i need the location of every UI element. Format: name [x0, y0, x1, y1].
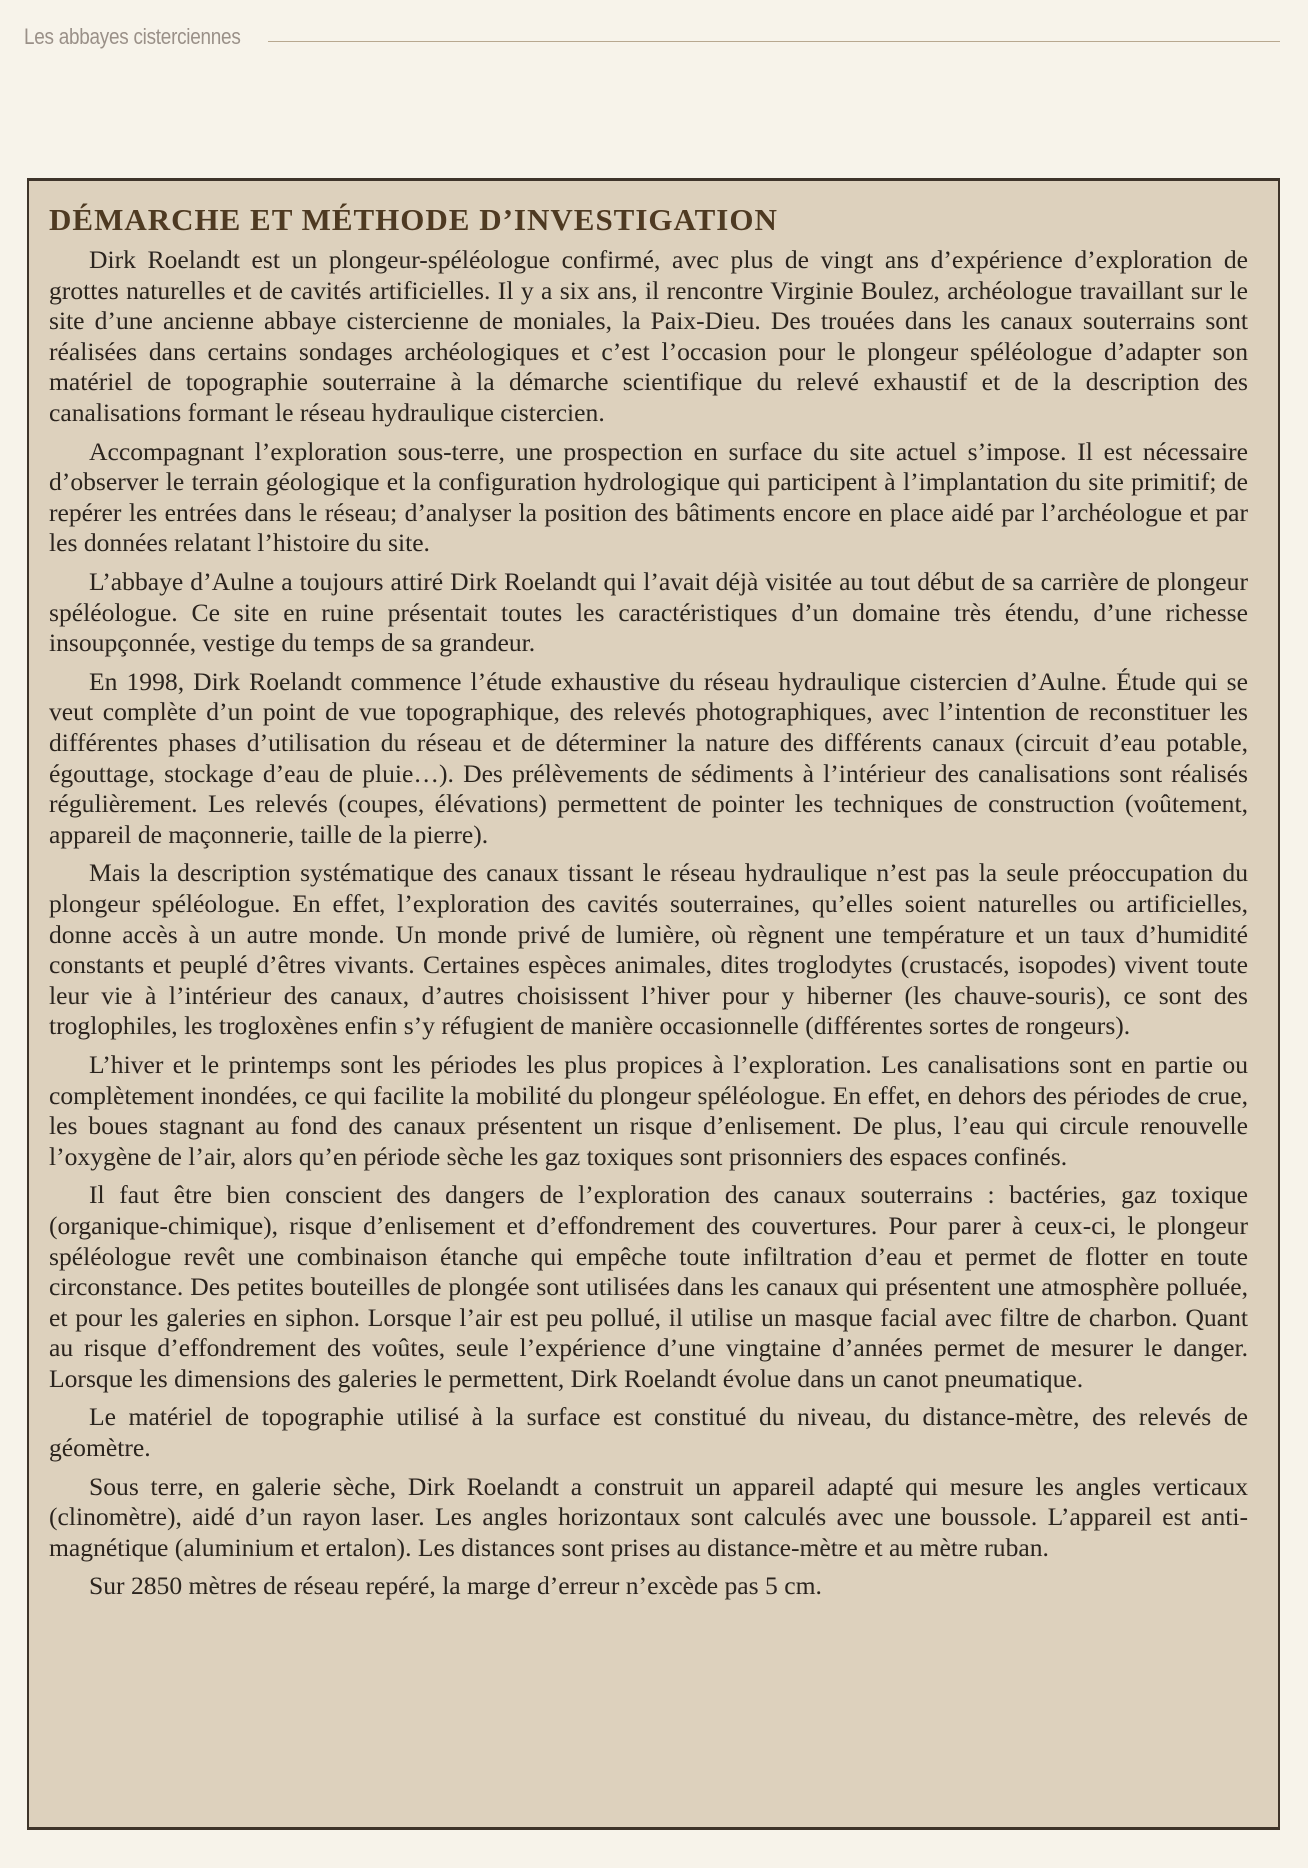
paragraph-intro: Dirk Roelandt est un plongeur-spéléologue confirmé, avec plus de vingt ans d’expérience d’exploration de grottes naturelles et de cavités artificielles. Il y a six ans, il rencontre Virginie Boulez, archéologue travaillant sur le site d’une ancienne abbaye cistercienne de moniales, la Paix-Dieu. Des trouées dans les canaux souterrains sont réalisées dans certains sondages archéologiques et c’est l’occasion pour le plongeur spéléologue d’adapter son matériel de topographie souterraine à la démarche scientifique du relevé exhaustif et de la description des canalisations formant le réseau hydraulique cistercien. [49, 245, 1248, 428]
sidebar-title: DÉMARCHE ET MÉTHODE D’INVESTIGATION [49, 202, 778, 237]
paragraph-surface-prospection: Accompagnant l’exploration sous-terre, une prospection en surface du site actuel s’impose. Il est nécessaire d’observer le terrain géologique et la configuration hydrologique qui participent à l’implantation du site primitif; de repérer les entrées dans le réseau; d’analyser la position des bâtiments encore en place aidé par l’archéologue et par les données relatant l’histoire du site. [49, 436, 1248, 558]
running-head [24, 18, 1280, 48]
paragraph-1998-study: En 1998, Dirk Roelandt commence l’étude exhaustive du réseau hydraulique cistercien d’Aulne. Étude qui se veut complète d’un point de vue topographique, des relevés photographiques, avec l’intention de reconstituer les différentes phases d’utilisation du réseau et de déterminer la nature des différents canaux (circuit d’eau potable, égouttage, stockage d’eau de pluie…). Des prélèvements de sédiments à l’intérieur des canalisations sont réalisés régulièrement. Les relevés (coupes, élévations) permettent de pointer les techniques de construction (voûtement, appareil de maçonnerie, taille de la pierre). [49, 666, 1248, 849]
paragraph-dangers: Il faut être bien conscient des dangers de l’exploration des canaux souterrains : bactéries, gaz toxique (organique-chimique), risque d’enlisement et d’effondrement des couvertures. Pour parer à ceux-ci, le plongeur spéléologue revêt une combinaison étanche qui empêche toute infiltration d’eau et permet de flotter en toute circonstance. Des petites bouteilles de plongée sont utilisées dans les canaux qui présentent une atmosphère polluée, et pour les galeries en siphon. Lorsque l’air est peu pollué, il utilise un masque facial avec filtre de charbon. Quant au risque d’effondrement des voûtes, seule l’expérience d’une vingtaine d’années permet de mesurer le danger. Lorsque les dimensions des galeries le permettent, Dirk Roelandt évolue dans un canot pneumatique. [49, 1180, 1248, 1393]
running-head-title: Les abbayes cisterciennes [24, 24, 241, 49]
paragraph-surface-equipment: Le matériel de topographie utilisé à la surface est constitué du niveau, du distance-mètre, des relevés de géomètre. [49, 1402, 1248, 1463]
paragraph-fauna: Mais la description systématique des canaux tissant le réseau hydraulique n’est pas la seule préoccupation du plongeur spéléologue. En effet, l’exploration des cavités souterraines, qu’elles soient naturelles ou artificielles, donne accès à un autre monde. Un monde privé de lumière, où règnent une température et un taux d’humidité constants et peuplé d’êtres vivants. Certaines espèces animales, dites troglodytes (crustacés, isopodes) vivent toute leur vie à l’intérieur des canaux, d’autres choisissent l’hiver pour y hiberner (les chauve-souris), ce sont des troglophiles, les trogloxènes enfin s’y réfugient de manière occasionnelle (différentes sortes de rongeurs). [49, 858, 1248, 1041]
paragraph-underground-equipment: Sous terre, en galerie sèche, Dirk Roelandt a construit un appareil adapté qui mesure les angles verticaux (clinomètre), aidé d’un rayon laser. Les angles horizontaux sont calculés avec une boussole. L’appareil est anti-magnétique (aluminium et ertalon). Les distances sont prises au distance-mètre et au mètre ruban. [49, 1471, 1248, 1562]
sidebar-box [27, 178, 1280, 1830]
paragraph-seasons: L’hiver et le printemps sont les périodes les plus propices à l’exploration. Les canalisations sont en partie ou complètement inondées, ce qui facilite la mobilité du plongeur spéléologue. En effet, en dehors des périodes de crue, les boues stagnant au fond des canaux présentent un risque d’enlisement. De plus, l’eau qui circule renouvelle l’oxygène de l’air, alors qu’en période sèche les gaz toxiques sont prisonniers des espaces confinés. [49, 1049, 1248, 1171]
paragraph-aulne: L’abbaye d’Aulne a toujours attiré Dirk Roelandt qui l’avait déjà visitée au tout début de sa carrière de plongeur spéléologue. Ce site en ruine présentait toutes les caractéristiques d’un domaine très étendu, d’une richesse insoupçonnée, vestige du temps de sa grandeur. [49, 567, 1248, 658]
sidebar-body [49, 245, 1248, 1602]
running-head-rule [268, 41, 1280, 42]
paragraph-accuracy: Sur 2850 mètres de réseau repéré, la marge d’erreur n’excède pas 5 cm. [89, 1571, 822, 1601]
